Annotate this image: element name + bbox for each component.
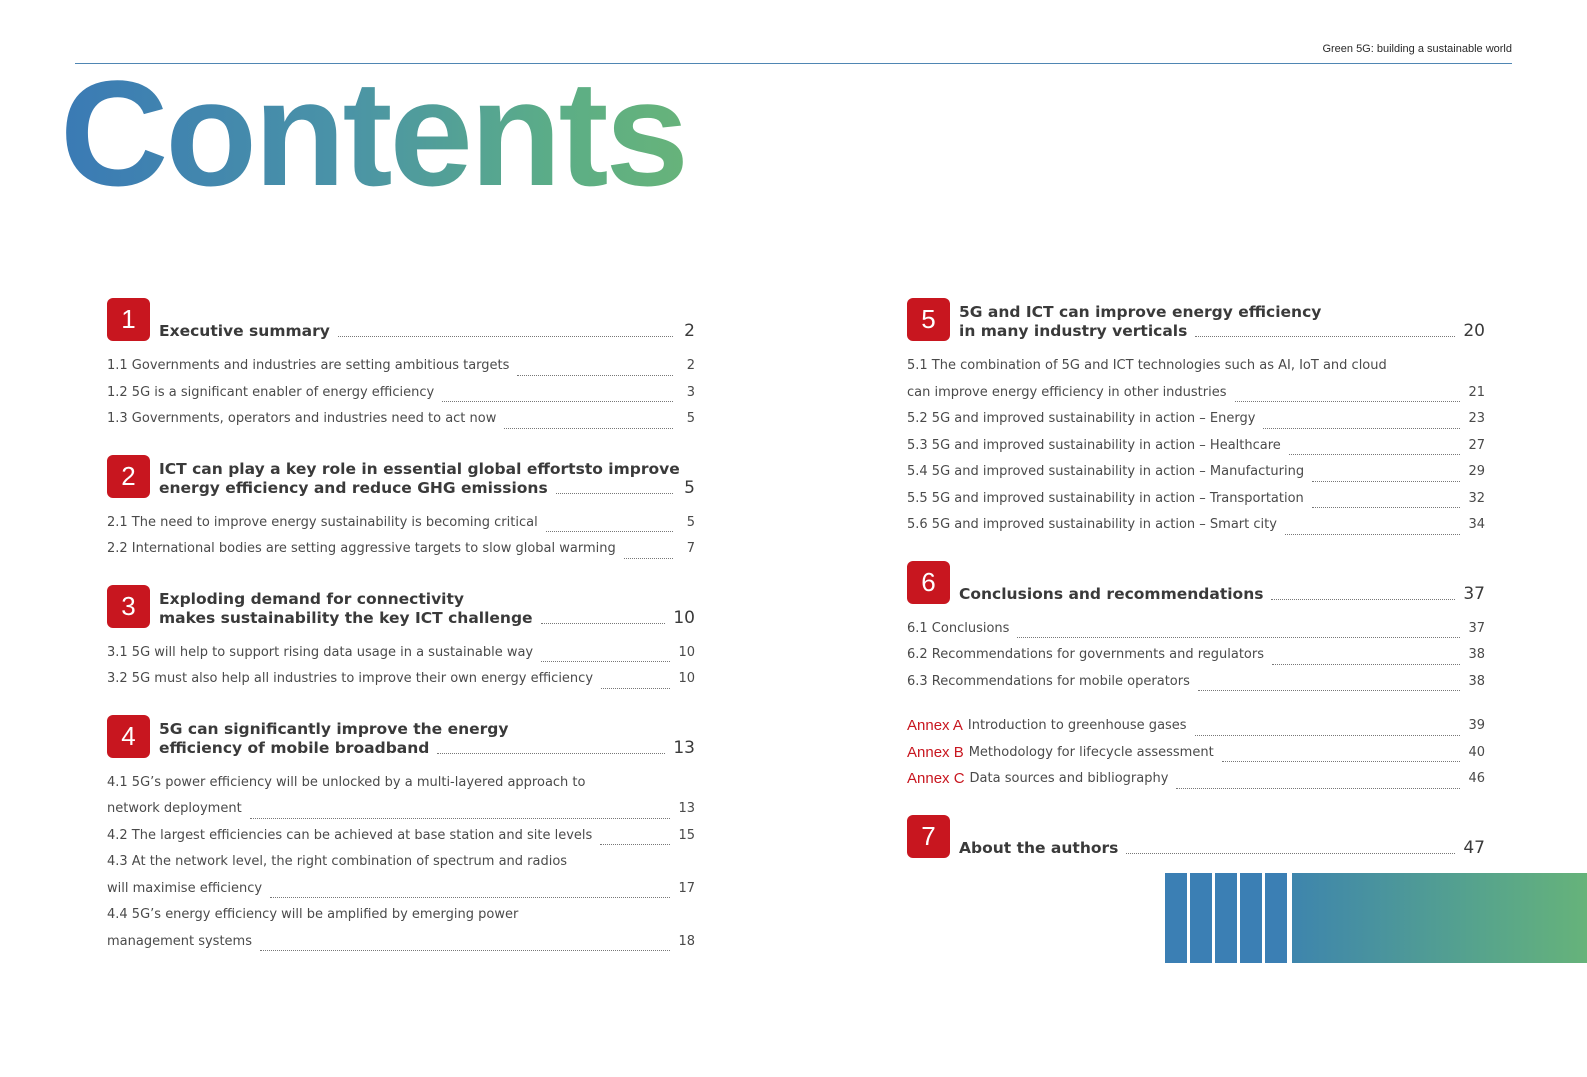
toc-entry[interactable] [907, 353, 1485, 406]
toc-entry-text: 6.3 Recommendations for mobile operators [907, 673, 1190, 689]
toc-entry-row [107, 536, 695, 563]
toc-entry[interactable] [107, 510, 695, 537]
section-page-number: 13 [673, 737, 695, 758]
dotted-leader [541, 661, 670, 662]
dotted-leader [624, 558, 673, 559]
decorative-bar [1240, 873, 1262, 963]
dotted-leader [517, 375, 673, 376]
section-spacer [107, 433, 695, 455]
toc-entry-row [907, 512, 1485, 539]
dotted-leader [546, 531, 673, 532]
toc-section-heading[interactable] [107, 585, 695, 628]
toc-entry-row [907, 616, 1485, 643]
annex-page: 46 [1468, 771, 1485, 786]
annex-title: Introduction to greenhouse gases [967, 718, 1187, 733]
toc-entry-page: 38 [1468, 673, 1485, 689]
toc-entry-text: will maximise efficiency [107, 880, 263, 896]
toc-entry[interactable] [107, 380, 695, 407]
toc-entry-text: 5.2 5G and improved sustainability in action – Energy [907, 411, 1256, 426]
toc-entry-row [107, 666, 695, 693]
section-number-badge: 2 [107, 455, 150, 498]
section-number-badge: 1 [107, 298, 150, 341]
section-title-block [159, 460, 695, 498]
annex-entry[interactable] [907, 713, 1485, 740]
toc-entry-text: can improve energy efficiency in other industries [907, 384, 1227, 400]
toc-entry-row [107, 406, 695, 433]
annex-entry[interactable] [907, 740, 1485, 767]
section-spacer [907, 539, 1485, 561]
toc-section-heading[interactable] [907, 561, 1485, 604]
toc-entry-text: management systems [107, 933, 252, 949]
toc-entry[interactable] [107, 353, 695, 380]
toc-entry[interactable] [107, 536, 695, 563]
section-title-line: 5G can significantly improve the energy [159, 719, 509, 738]
page-title: Contents [60, 49, 686, 217]
toc-entry-text: 3.2 5G must also help all industries to improve their own energy efficiency [107, 671, 594, 686]
toc-entry[interactable] [107, 849, 695, 902]
section-title-line: ICT can play a key role in essential global effortsto improve [159, 459, 680, 478]
section-spacer [107, 563, 695, 585]
annex-title: Methodology for lifecycle assessment [968, 744, 1214, 760]
toc-entry-text: 5.4 5G and improved sustainability in action – Manufacturing [907, 464, 1305, 479]
dotted-leader [541, 623, 666, 624]
toc-entry-row [907, 486, 1485, 513]
section-title-row [159, 609, 695, 628]
toc-entry-page: 32 [1468, 490, 1485, 506]
dotted-leader [437, 753, 665, 754]
dotted-leader [1312, 481, 1460, 482]
decorative-bar [1292, 873, 1587, 963]
section-number-badge: 3 [107, 585, 150, 628]
dotted-leader [1126, 853, 1455, 854]
section-title-row [159, 479, 695, 498]
dotted-leader [1176, 788, 1460, 789]
toc-entry-row [907, 406, 1485, 433]
dotted-leader [1272, 664, 1460, 665]
annex-title: Data sources and bibliography [969, 771, 1169, 786]
toc-entry-page: 34 [1468, 517, 1485, 532]
toc-entry[interactable] [907, 406, 1485, 433]
section-title: in many industry verticals [959, 322, 1188, 340]
toc-entry[interactable] [107, 406, 695, 433]
toc-entry-text: 5.6 5G and improved sustainability in action – Smart city [907, 517, 1277, 532]
toc-section-heading[interactable] [907, 815, 1485, 858]
toc-entry-text: 2.2 International bodies are setting aggressive targets to slow global warming [107, 541, 616, 556]
toc-entry-page: 38 [1468, 647, 1485, 662]
toc-entry-row [907, 669, 1485, 696]
toc-section-heading[interactable] [107, 298, 695, 341]
section-title: Executive summary [159, 322, 330, 340]
toc-section-heading[interactable] [907, 298, 1485, 341]
annex-entry[interactable] [907, 766, 1485, 793]
toc-entry-row [907, 380, 1485, 407]
toc-entry-page: 10 [678, 644, 695, 660]
toc-entry-page: 15 [678, 827, 695, 843]
toc-entry[interactable] [107, 640, 695, 667]
section-number-badge: 5 [907, 298, 950, 341]
dotted-leader [1235, 401, 1461, 402]
toc-entry-text: 5.5 5G and improved sustainability in action – Transportation [907, 490, 1304, 506]
decorative-bar [1190, 873, 1212, 963]
section-page-number: 5 [684, 477, 695, 498]
section-title: About the authors [959, 838, 1119, 857]
section-title: efficiency of mobile broadband [159, 738, 430, 757]
dotted-leader [250, 818, 671, 819]
toc-entry-text: 2.1 The need to improve energy sustainability is becoming critical [107, 514, 538, 530]
section-page-number: 2 [684, 321, 695, 341]
toc-entry-row [907, 433, 1485, 460]
toc-entry[interactable] [107, 770, 695, 823]
toc-entry-page: 3 [686, 384, 695, 400]
header-text: Green 5G: building a sustainable world [1322, 43, 1512, 55]
dotted-leader [1017, 637, 1460, 638]
section-page-number: 37 [1463, 583, 1485, 604]
toc-entry-text: 6.2 Recommendations for governments and regulators [907, 647, 1264, 662]
annex-label: Annex C [907, 770, 965, 787]
toc-entry-row [107, 640, 695, 667]
decorative-bar [1165, 873, 1187, 963]
toc-entry-row [107, 353, 695, 380]
toc-entry-row [107, 380, 695, 407]
section-title: energy efficiency and reduce GHG emissions [159, 478, 548, 497]
toc-entry[interactable] [907, 433, 1485, 460]
toc-entry-text: 1.3 Governments, operators and industries need to act now [107, 411, 497, 426]
section-title: makes sustainability the key ICT challenge [159, 608, 533, 627]
toc-section-heading[interactable] [107, 455, 695, 498]
annex-label: Annex B [907, 743, 964, 761]
toc-entry-text: 6.1 Conclusions [907, 620, 1010, 636]
decorative-bar [1265, 873, 1287, 963]
section-spacer [907, 695, 1485, 713]
annex-page: 39 [1468, 718, 1485, 733]
toc-entry-row [907, 459, 1485, 486]
toc-entry-page: 21 [1468, 384, 1485, 400]
toc-entry-text: 1.2 5G is a significant enabler of energy efficiency [107, 384, 435, 400]
section-title-row [159, 322, 695, 341]
dotted-leader [1285, 534, 1461, 535]
toc-entry-page: 27 [1468, 437, 1485, 453]
toc-entry[interactable] [907, 459, 1485, 486]
toc-entry-line: 4.4 5G’s energy efficiency will be amplified by emerging power [107, 907, 519, 922]
section-page-number: 47 [1463, 837, 1485, 858]
section-spacer [907, 793, 1485, 815]
annex-label: Annex A [907, 717, 963, 734]
toc-entry-row [107, 510, 695, 537]
toc-entry[interactable] [907, 616, 1485, 643]
toc-entry-page: 13 [678, 801, 695, 816]
toc-entry-page: 5 [686, 411, 695, 426]
toc-entry-page: 17 [678, 880, 695, 896]
toc-entry-page: 37 [1468, 620, 1485, 636]
annex-page: 40 [1468, 744, 1485, 760]
toc-entry-row [107, 929, 695, 956]
toc-entry-page: 18 [678, 933, 695, 949]
dotted-leader [442, 401, 673, 402]
toc-entry-text: 3.1 5G will help to support rising data usage in a sustainable way [107, 644, 534, 660]
toc-entry-line: 4.1 5G’s power efficiency will be unlocked by a multi-layered approach to [107, 774, 586, 790]
section-title-block [159, 720, 695, 758]
toc-entry-text: network deployment [107, 801, 242, 816]
section-number-badge: 4 [107, 715, 150, 758]
section-title-line: Exploding demand for connectivity [159, 589, 465, 608]
toc-entry-line: 4.3 At the network level, the right combination of spectrum and radios [107, 854, 568, 869]
dotted-leader [260, 950, 670, 951]
section-number-badge: 6 [907, 561, 950, 604]
section-title-block [159, 590, 695, 628]
decorative-bar [1215, 873, 1237, 963]
section-number-badge: 7 [907, 815, 950, 858]
dotted-leader [1195, 735, 1461, 736]
section-title-row [959, 839, 1485, 858]
toc-entry[interactable] [107, 666, 695, 693]
dotted-leader [601, 688, 670, 689]
dotted-leader [1222, 761, 1461, 762]
dotted-leader [600, 844, 670, 845]
section-title-block [159, 322, 695, 341]
section-title-block [959, 303, 1485, 341]
toc-entry[interactable] [107, 823, 695, 850]
section-page-number: 10 [673, 607, 695, 628]
toc-entry[interactable] [107, 902, 695, 955]
toc-entry-row [907, 642, 1485, 669]
section-title-block [959, 585, 1485, 604]
toc-entry-line: 5.1 The combination of 5G and ICT technologies such as AI, IoT and cloud [907, 358, 1387, 373]
section-spacer [107, 693, 695, 715]
toc-entry-row [107, 823, 695, 850]
section-title-line: 5G and ICT can improve energy efficiency [959, 303, 1322, 321]
toc-entry-page: 5 [686, 514, 695, 530]
toc-entry-text: 5.3 5G and improved sustainability in action – Healthcare [907, 437, 1281, 453]
toc-entry-row [107, 876, 695, 903]
toc-entry-page: 29 [1468, 464, 1485, 479]
dotted-leader [1195, 336, 1455, 337]
section-title-row [959, 322, 1485, 341]
toc-entry[interactable] [907, 642, 1485, 669]
toc-entry-page: 2 [686, 358, 695, 373]
dotted-leader [504, 428, 673, 429]
section-title-block [959, 839, 1485, 858]
dotted-leader [270, 897, 670, 898]
toc-right-column [907, 298, 1485, 870]
dotted-leader [556, 493, 673, 494]
toc-entry[interactable] [907, 512, 1485, 539]
section-title-row [959, 585, 1485, 604]
dotted-leader [1312, 507, 1461, 508]
toc-entry-text: 4.2 The largest efficiencies can be achieved at base station and site levels [107, 827, 593, 843]
toc-entry-page: 23 [1468, 411, 1485, 426]
section-title: Conclusions and recommendations [959, 584, 1264, 603]
toc-entry-text: 1.1 Governments and industries are setting ambitious targets [107, 358, 510, 373]
dotted-leader [1263, 428, 1460, 429]
toc-section-heading[interactable] [107, 715, 695, 758]
dotted-leader [338, 336, 673, 337]
dotted-leader [1289, 454, 1461, 455]
toc-entry-page: 10 [678, 671, 695, 686]
toc-left-column [107, 298, 695, 955]
dotted-leader [1198, 690, 1461, 691]
toc-entry[interactable] [907, 486, 1485, 513]
section-page-number: 20 [1463, 321, 1485, 341]
toc-entry-page: 7 [686, 541, 695, 556]
toc-entry[interactable] [907, 669, 1485, 696]
toc-entry-row [107, 796, 695, 823]
dotted-leader [1271, 599, 1455, 600]
section-title-row [159, 739, 695, 758]
